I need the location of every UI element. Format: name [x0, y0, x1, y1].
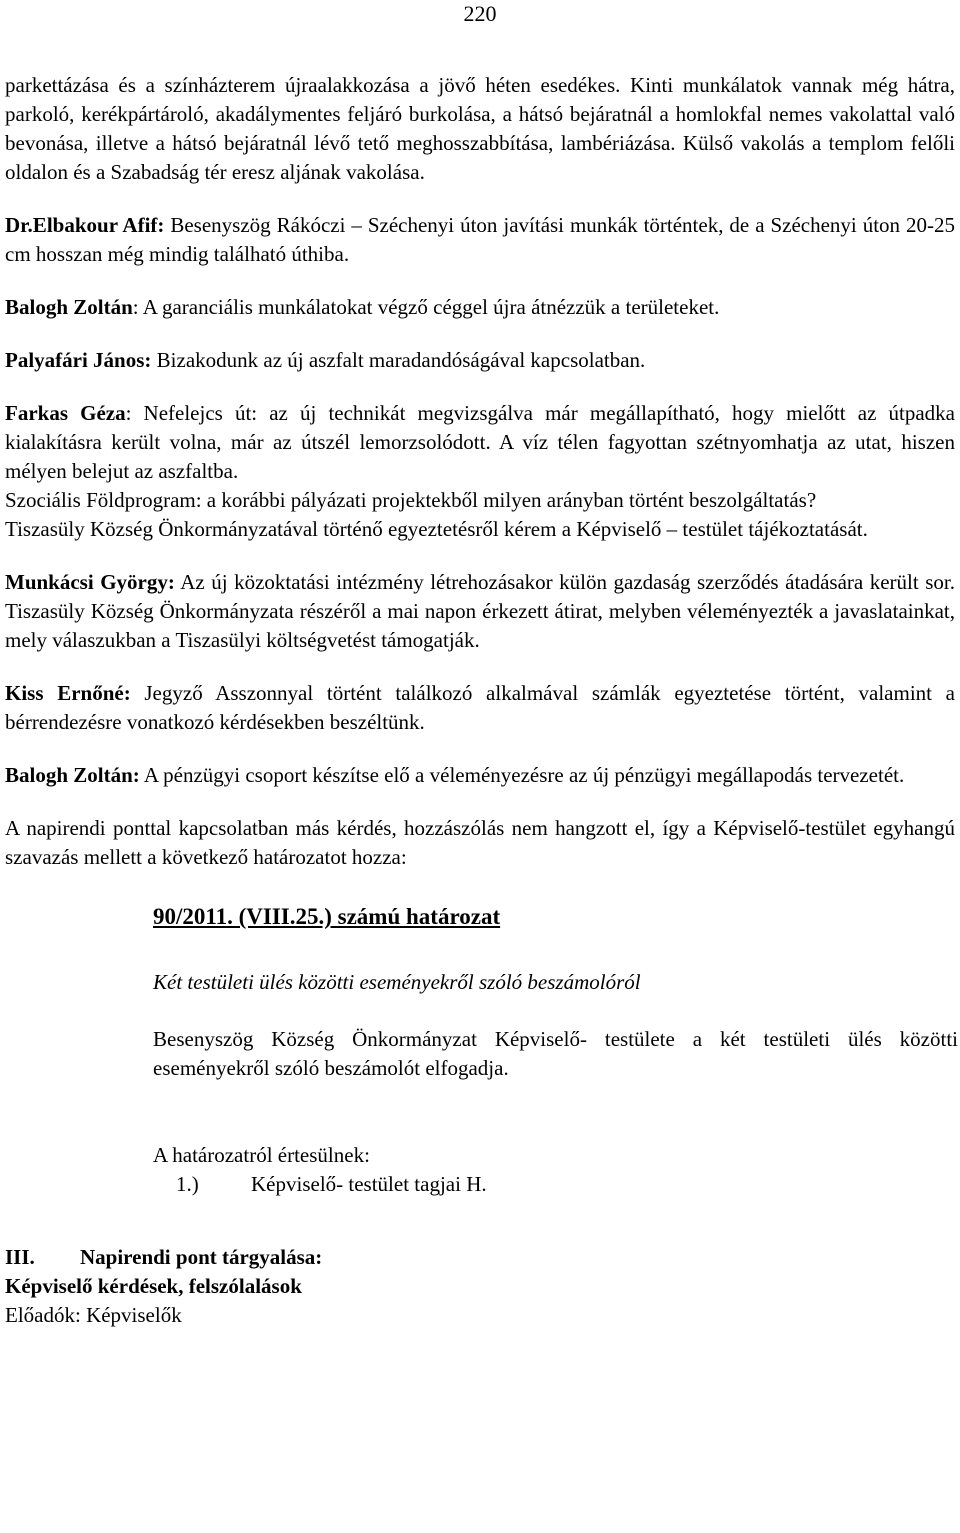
paragraph-farkas-foldprogram: Szociális Földprogram: a korábbi pályázati projektekből milyen arányban történt beszolgáltatás?: [5, 488, 817, 512]
speaker-text: Az új közoktatási intézmény létrehozásakor külön gazdaság szerződés átadására került sor. Tiszasüly Község Önkormányzata részéről a mai napon érkezett átirat, melyben véleményezték a javaslatainkat, mely válaszukban a Tiszasülyi költségvetést támogatják.: [5, 570, 955, 652]
notification-item-text: Képviselő- testület tagjai H.: [251, 1172, 487, 1196]
paragraph-building-works: parkettázása és a színházterem újraalakkozása a jövő héten esedékes. Kinti munkálatok vannak még hátra, parkoló, kerékpártároló, akadálymentes feljáró burkolása, a hátsó bejáratnál a homlokfal nemes vakolattal való bevonása, illetve a hátsó bejáratnál lévő tető meghosszabbítása, lambériázása. Külső vakolás a templom felőli oldalon és a Szabadság tér eresz aljának vakolása.: [5, 73, 955, 184]
agenda-heading: [5, 1243, 955, 1272]
speaker-name: Balogh Zoltán: [5, 295, 133, 319]
notification-list: [153, 1141, 955, 1199]
speaker-name: Palyafári János:: [5, 348, 152, 372]
paragraph-balogh-2: [5, 761, 955, 790]
resolution-title: 90/2011. (VIII.25.) számú határozat: [153, 904, 501, 929]
paragraph-resolution-intro: A napirendi ponttal kapcsolatban más kérdés, hozzászólás nem hangzott el, így a Képviselő-testület egyhangú szavazás mellett a következő határozatot hozza:: [5, 816, 955, 869]
speaker-text: : A garanciális munkálatokat végző céggel újra átnézzük a területeket.: [132, 295, 720, 319]
agenda-subtitle: Képviselő kérdések, felszólalások: [5, 1274, 302, 1298]
agenda-presenter: Előadók: Képviselők: [5, 1303, 182, 1327]
resolution-block: [153, 902, 958, 1083]
speaker-text: Jegyző Asszonnyal történt találkozó alkalmával számlák egyeztetése történt, valamint a bérrendezésre vonatkozó kérdésekben beszéltünk.: [5, 681, 956, 734]
paragraph-farkas-tiszasuly: Tiszasüly Község Önkormányzatával történő egyeztetésről kérem a Képviselő – testület tájékoztatását.: [5, 517, 868, 541]
speaker-text: A pénzügyi csoport készítse elő a véleményezésre az új pénzügyi megállapodás tervezetét.: [139, 763, 905, 787]
speaker-name: Kiss Ernőné:: [5, 681, 131, 705]
paragraph-elbakour: [5, 211, 955, 269]
paragraph-kiss: [5, 679, 955, 737]
notification-item: [176, 1170, 955, 1199]
speaker-name: Dr.Elbakour Afif:: [5, 213, 165, 237]
resolution-body: Besenyszög Község Önkormányzat Képviselő- testülete a két testületi ülés közötti eseményekről szóló beszámolót elfogadja.: [153, 1027, 958, 1080]
notification-label: A határozatról értesülnek:: [153, 1143, 370, 1167]
paragraph-munkacsi: [5, 568, 955, 655]
speaker-name: Balogh Zoltán:: [5, 763, 140, 787]
speaker-name: Munkácsi György:: [5, 570, 175, 594]
paragraph-balogh-1: [5, 293, 955, 322]
notification-item-number: 1.): [176, 1172, 199, 1196]
agenda-number: III.: [5, 1245, 35, 1269]
speaker-text: Besenyszög Rákóczi – Széchenyi úton javítási munkák történtek, de a Széchenyi úton 20-25 cm hosszan még mindig található úthiba.: [5, 213, 955, 266]
agenda-title: Napirendi pont tárgyalása:: [80, 1245, 323, 1269]
resolution-subtitle: Két testületi ülés közötti eseményekről szóló beszámolóról: [153, 970, 641, 994]
speaker-text: : Nefelejcs út: az új technikát megvizsgálva már megállapítható, hogy mielőtt az útpadka kialakításra került volna, már az útszél lemorzsolódott. A víz télen fagyottan szétnyomhatja az utat, hiszen mélyen belejut az aszfaltba.: [5, 401, 955, 483]
speaker-name: Farkas Géza: [5, 401, 126, 425]
speaker-text: Bizakodunk az új aszfalt maradandóságával kapcsolatban.: [151, 348, 646, 372]
document-body: [5, 71, 958, 1330]
paragraph-farkas: [5, 399, 955, 486]
page-number: 220: [463, 1, 497, 26]
paragraph-palyafari: [5, 346, 955, 375]
